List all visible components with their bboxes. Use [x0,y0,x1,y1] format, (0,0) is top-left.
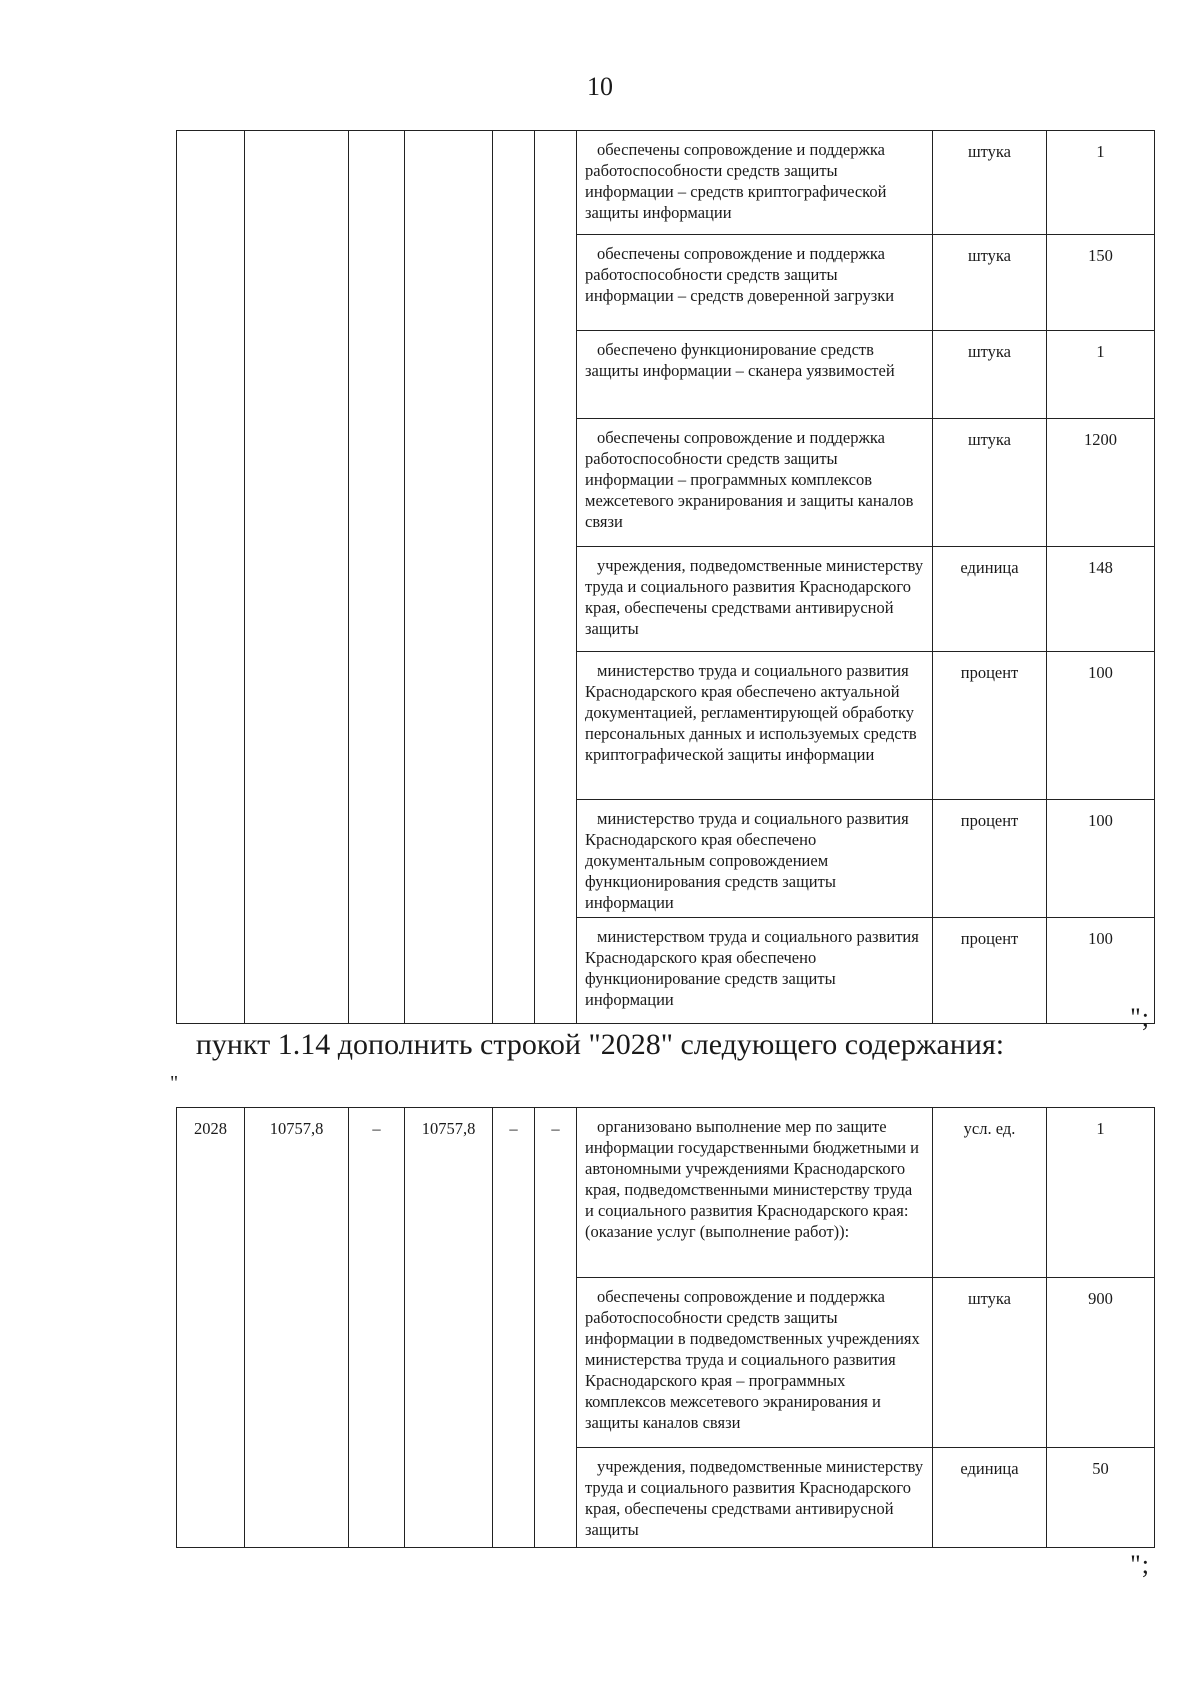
value-cell: 148 [1047,547,1155,652]
result-description: учреждения, подведомственные министерству труда и социального развития Краснодарского края, обеспечены средствами антивирусной защиты [577,547,933,652]
value-cell: 100 [1047,800,1155,918]
local-budget-cell [493,131,535,1024]
result-description: организовано выполнение мер по защите информации государственными бюджетными и автономными учреждениями Краснодарского края, подведомственными министерству труда и социального развития Краснодарского края: (оказание услуг (выполнение работ)): [577,1108,933,1278]
opening-quote: " [170,1072,179,1094]
value-cell: 150 [1047,235,1155,331]
federal-budget-cell: – [349,1108,405,1548]
unit-cell: штука [933,331,1047,419]
result-description: обеспечены сопровождение и поддержка работоспособности средств защиты информации – программных комплексов межсетевого экранирования и защиты каналов связи [577,419,933,547]
page-number: 10 [587,72,613,101]
unit-cell: усл. ед. [933,1108,1047,1278]
regional-budget-cell: 10757,8 [405,1108,493,1548]
total-cell [245,131,349,1024]
regional-budget-cell [405,131,493,1024]
table-row [177,1108,1155,1278]
unit-cell: процент [933,652,1047,800]
result-description: обеспечены сопровождение и поддержка работоспособности средств защиты информации в подведомственных учреждениях министерства труда и социального развития Краснодарского края – программных комплексов межсетевого экранирования и защиты каналов связи [577,1278,933,1448]
value-cell: 100 [1047,652,1155,800]
value-cell: 900 [1047,1278,1155,1448]
unit-cell: процент [933,800,1047,918]
unit-cell: штука [933,235,1047,331]
total-cell: 10757,8 [245,1108,349,1548]
unit-cell: штука [933,131,1047,235]
extrabudget-cell: – [535,1108,577,1548]
value-cell: 1200 [1047,419,1155,547]
unit-cell: штука [933,419,1047,547]
value-cell: 1 [1047,331,1155,419]
year-cell [177,131,245,1024]
unit-cell: штука [933,1278,1047,1448]
local-budget-cell: – [493,1108,535,1548]
result-description: обеспечены сопровождение и поддержка работоспособности средств защиты информации – средств доверенной загрузки [577,235,933,331]
result-description: министерство труда и социального развития Краснодарского края обеспечено документальным сопровождением функционирования средств защиты информации [577,800,933,918]
unit-cell: процент [933,918,1047,1024]
indicators-table-continued [176,130,1155,1024]
value-cell: 50 [1047,1448,1155,1548]
amendment-instruction: пункт 1.14 дополнить строкой "2028" следующего содержания: [195,1028,1005,1061]
extrabudget-cell [535,131,577,1024]
closing-quote: "; [1130,1003,1150,1032]
result-description: обеспечено функционирование средств защиты информации – сканера уязвимостей [577,331,933,419]
indicators-table-2028 [176,1107,1155,1548]
value-cell: 1 [1047,1108,1155,1278]
unit-cell: единица [933,547,1047,652]
table-row [177,131,1155,235]
result-description: обеспечены сопровождение и поддержка работоспособности средств защиты информации – средств криптографической защиты информации [577,131,933,235]
unit-cell: единица [933,1448,1047,1548]
result-description: министерство труда и социального развития Краснодарского края обеспечено актуальной документацией, регламентирующей обработку персональных данных и используемых средств криптографической защиты информации [577,652,933,800]
closing-quote: "; [1130,1550,1150,1579]
year-cell: 2028 [177,1108,245,1548]
result-description: министерством труда и социального развития Краснодарского края обеспечено функционирование средств защиты информации [577,918,933,1024]
result-description: учреждения, подведомственные министерству труда и социального развития Краснодарского края, обеспечены средствами антивирусной защиты [577,1448,933,1548]
value-cell: 100 [1047,918,1155,1024]
value-cell: 1 [1047,131,1155,235]
federal-budget-cell [349,131,405,1024]
